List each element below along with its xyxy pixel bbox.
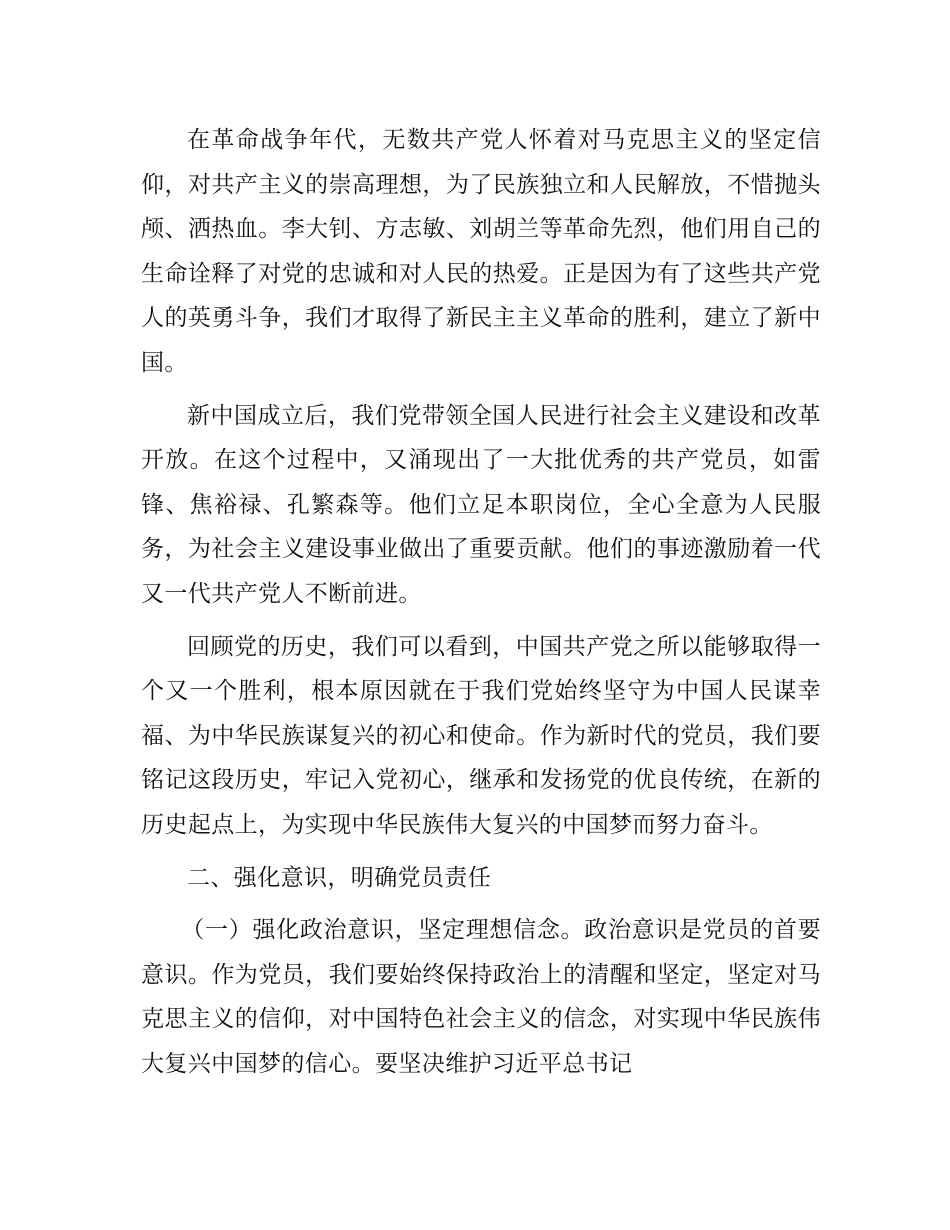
paragraph-party-history: 回顾党的历史，我们可以看到，中国共产党之所以能够取得一个又一个胜利，根本原因就在于我们党始终坚守为中国人民谋幸福、为中华民族谋复兴的初心和使命。作为新时代的党员，我们要铭记这段历史，牢记入党初心，继承和发扬党的优良传统，在新的历史起点上，为实现中华民族伟大复兴的中国梦而努力奋斗。 [141, 633, 821, 838]
paragraph-political-awareness: （一）强化政治意识，坚定理想信念。政治意识是党员的首要意识。作为党员，我们要始终保持政治上的清醒和坚定，坚定对马克思主义的信仰，对中国特色社会主义的信念，对实现中华民族伟大复兴中国梦的信心。要坚决维护习近平总书记 [141, 917, 821, 1077]
document-body [141, 118, 821, 1094]
section-heading: 二、强化意识，明确党员责任 [187, 864, 492, 891]
paragraph-new-china: 新中国成立后，我们党带领全国人民进行社会主义建设和改革开放。在这个过程中，又涌现出了一大批优秀的共产党员，如雷锋、焦裕禄、孔繁森等。他们立足本职岗位，全心全意为人民服务，为社会主义建设事业做出了重要贡献。他们的事迹激励着一代又一代共产党人不断前进。 [141, 402, 821, 607]
paragraph-revolutionary-era: 在革命战争年代，无数共产党人怀着对马克思主义的坚定信仰，对共产主义的崇高理想，为了民族独立和人民解放，不惜抛头颅、洒热血。李大钊、方志敏、刘胡兰等革命先烈，他们用自己的生命诠释了对党的忠诚和对人民的热爱。正是因为有了这些共产党人的英勇斗争，我们才取得了新民主主义革命的胜利，建立了新中国。 [141, 127, 821, 376]
